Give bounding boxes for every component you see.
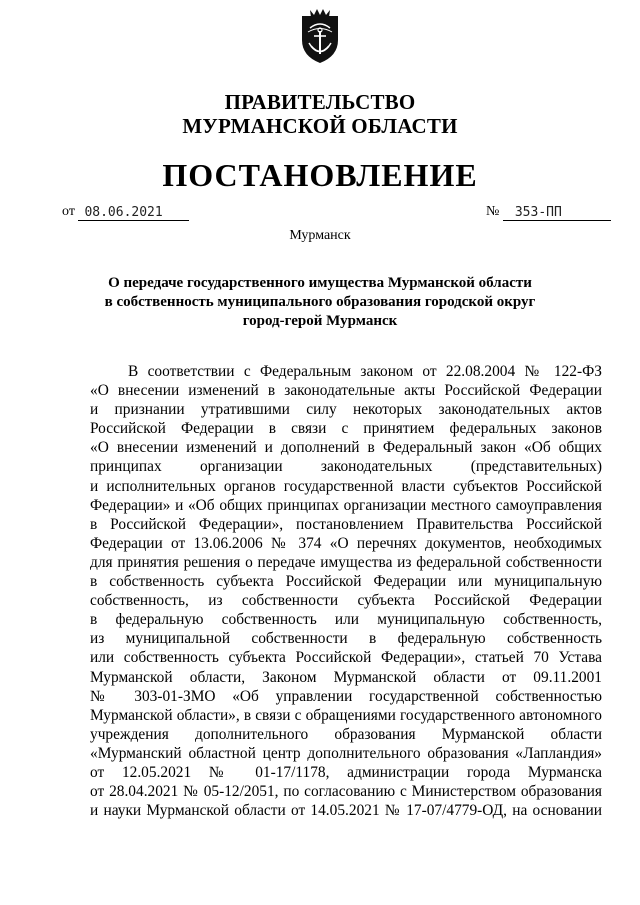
subject-line: в собственность муниципального образования городской округ (104, 294, 536, 310)
body-line: в собственность субъекта Российской Федерации или муниципальную (90, 573, 602, 591)
body-line: в федеральную собственность или муниципальную собственность, (90, 611, 602, 629)
body-line: «О внесении изменений в законодательные акты Российской Федерации (90, 382, 602, 400)
body-line: собственность, из собственности субъекта Российской Федерации (90, 592, 602, 610)
document-body (90, 362, 602, 820)
body-line: и признании утратившими силу некоторых законодательных актов (90, 401, 602, 419)
document-type-title: ПОСТАНОВЛЕНИЕ (162, 157, 478, 193)
body-line: от 28.04.2021 № 05-12/2051, по согласованию с Министерством образования (90, 783, 602, 801)
city-name: Мурманск (289, 228, 351, 243)
body-line: и науки Мурманской области от 14.05.2021 № 17-07/4779-ОД, на основании (90, 802, 602, 820)
document-date (62, 203, 189, 221)
body-line: в Российской Федерации», постановлением Правительства Российской (90, 515, 602, 533)
body-line: и исполнительных органов государственной власти субъектов Российской (90, 477, 602, 495)
subject-line: О передаче государственного имущества Мурманской области (108, 275, 532, 291)
body-line: «О внесении изменений и дополнений в Федеральный закон «Об общих (90, 439, 602, 457)
subject-line: город-герой Мурманск (242, 313, 398, 329)
document-subject (0, 274, 640, 331)
body-line: для принятия решения о передаче имущества из федеральной собственности (90, 553, 602, 571)
body-line: от 12.05.2021 № 01-17/1178, администрации города Мурманска (90, 763, 602, 781)
date-value: 08.06.2021 (84, 205, 163, 220)
body-line: или собственность субъекта Российской Федерации», статьей 70 Устава (90, 649, 602, 667)
number-prefix: № (486, 204, 500, 219)
body-line: В соответствии с Федеральным законом от 22.08.2004 № 122-ФЗ (128, 363, 602, 380)
body-line: Российской Федерации в связи с принятием федеральных законов (90, 420, 602, 438)
body-line: Мурманской области, Законом Мурманской области от 09.11.2001 (90, 668, 602, 686)
document-number (486, 203, 611, 221)
government-name-line2: МУРМАНСКОЙ ОБЛАСТИ (182, 114, 458, 138)
government-name-line1: ПРАВИТЕЛЬСТВО (224, 90, 416, 114)
number-value: 353-ПП (514, 205, 562, 220)
body-line: «Мурманский областной центр дополнительного образования «Лапландия» (90, 744, 602, 762)
body-line: учреждения дополнительного образования Мурманской области (90, 725, 602, 743)
body-line: № 303-01-ЗМО «Об управлении государственной собственностью (90, 687, 602, 705)
coat-of-arms-icon (296, 6, 344, 66)
body-line: принципах организации законодательных (представительных) (90, 458, 602, 476)
body-line: Мурманской области», в связи с обращениями государственного автономного (90, 706, 602, 724)
body-line: Федерации от 13.06.2006 № 374 «О перечнях документов, необходимых (90, 534, 602, 552)
date-prefix: от (62, 204, 75, 219)
body-line: из муниципальной собственности в федеральную собственность (90, 630, 602, 648)
body-line: Федерации» и «Об общих принципах организации местного самоуправления (90, 496, 602, 514)
